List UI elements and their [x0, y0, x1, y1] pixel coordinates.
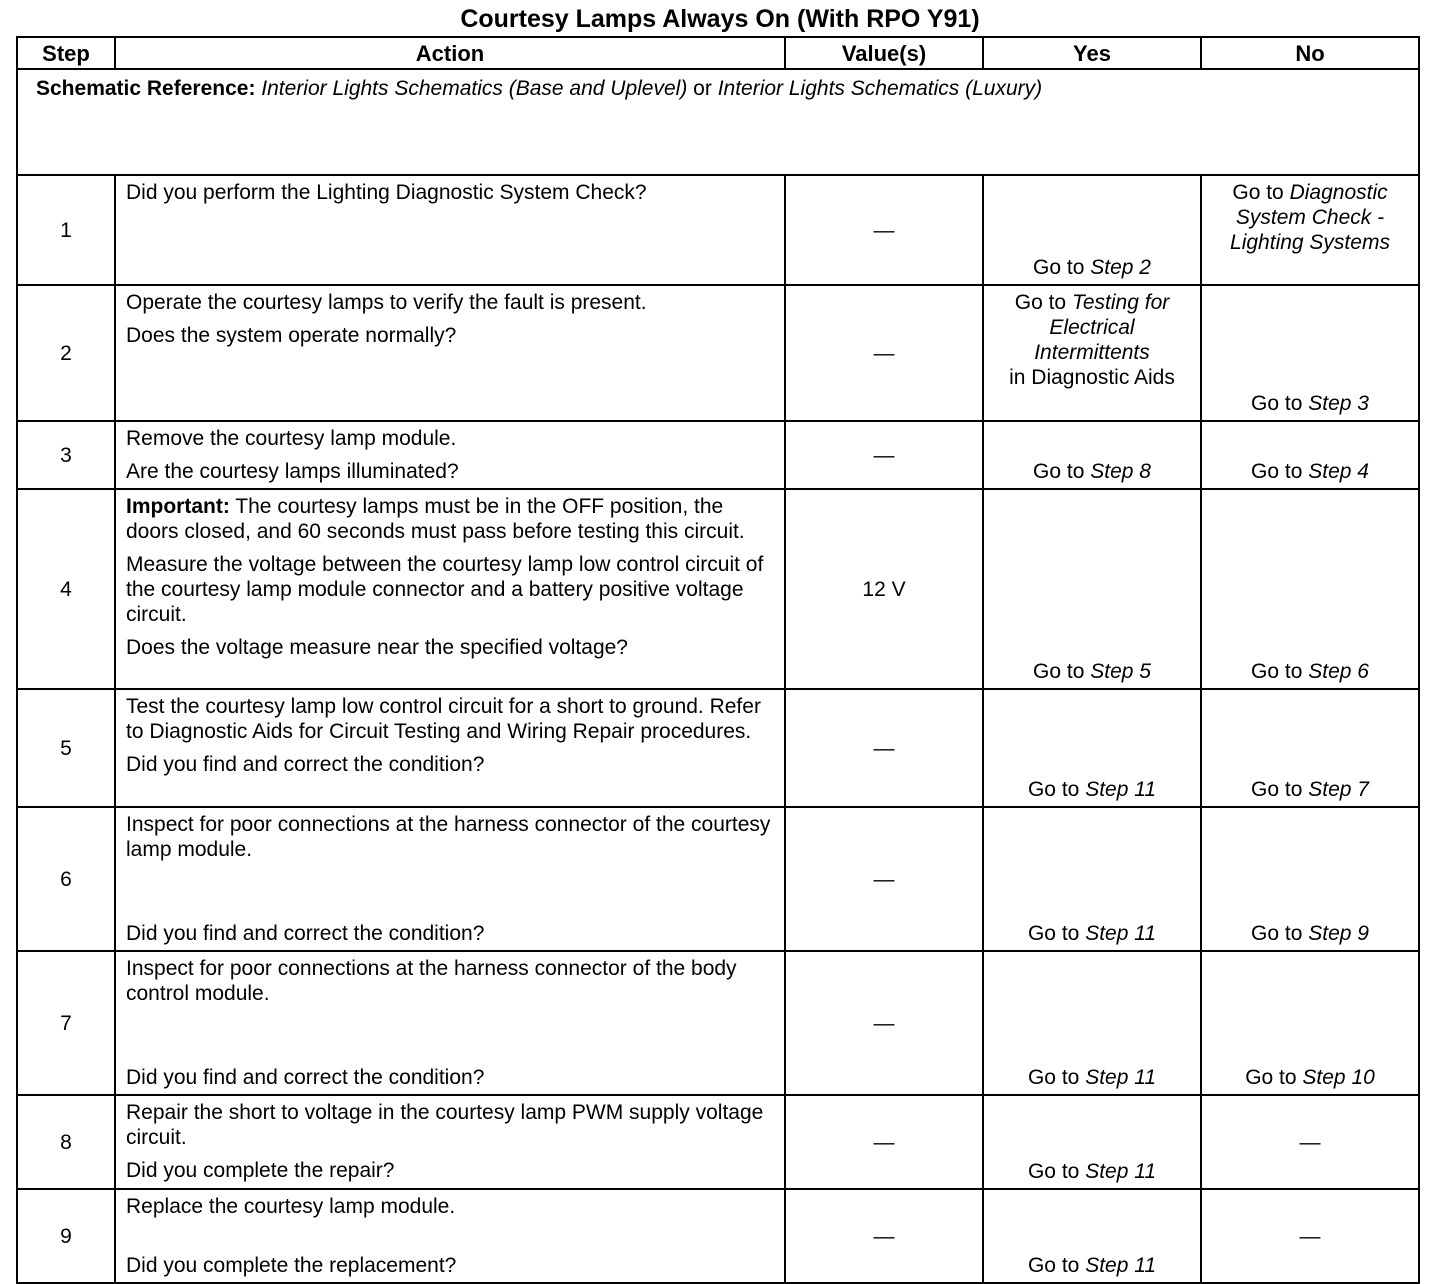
- yes-suffix: in Diagnostic Aids: [1009, 366, 1175, 389]
- yes-ref: Step 11: [1085, 1160, 1157, 1183]
- action-text: Repair the short to voltage in the courtesy lamp PWM supply voltage circuit.: [126, 1101, 764, 1149]
- yes-cell: [983, 1189, 1201, 1283]
- schematic-reference-row: [17, 69, 1419, 175]
- no-prefix: Go to: [1251, 660, 1303, 683]
- schematic-reference-or: or: [693, 77, 712, 100]
- yes-ref: Step 11: [1085, 1254, 1157, 1277]
- yes-cell: [983, 175, 1201, 285]
- action-text: Test the courtesy lamp low control circuit for a short to ground. Refer to Diagnostic Aids for Circuit Testing and Wiring Repair procedures.: [126, 695, 761, 743]
- header-row: [17, 37, 1419, 69]
- action-text: Measure the voltage between the courtesy lamp low control circuit of the courtesy lamp module connector and a battery positive voltage circuit.: [126, 553, 764, 626]
- action-cell: [115, 285, 785, 421]
- value-cell: —: [785, 1095, 983, 1189]
- action-text: Inspect for poor connections at the harness connector of the courtesy lamp module.: [126, 813, 771, 861]
- no-ref: Step 7: [1308, 778, 1369, 801]
- no-cell: [1201, 689, 1419, 807]
- no-ref: Step 6: [1308, 660, 1369, 683]
- no-cell: [1201, 285, 1419, 421]
- action-question: Are the courtesy lamps illuminated?: [126, 460, 459, 483]
- no-cell: —: [1201, 1095, 1419, 1189]
- value-cell: —: [785, 175, 983, 285]
- action-text: Operate the courtesy lamps to verify the fault is present.: [126, 291, 647, 314]
- no-ref: Step 10: [1302, 1066, 1375, 1089]
- no-ref: Diagnostic System Check - Lighting Systems: [1230, 181, 1390, 254]
- yes-prefix: Go to: [1027, 778, 1080, 801]
- schematic-reference: [17, 69, 1419, 175]
- action-cell: [115, 689, 785, 807]
- action-cell: [115, 951, 785, 1095]
- no-cell: [1201, 489, 1419, 689]
- header-step: Step: [17, 37, 115, 69]
- yes-cell: [983, 807, 1201, 951]
- important-note: [126, 494, 774, 544]
- yes-ref: Step 11: [1085, 1066, 1157, 1089]
- table-row: [17, 421, 1419, 489]
- no-prefix: Go to: [1251, 392, 1303, 415]
- action-question: Did you complete the repair?: [126, 1159, 395, 1182]
- action-cell: [115, 421, 785, 489]
- action-cell: [115, 1189, 785, 1283]
- table-row: [17, 175, 1419, 285]
- header-action: Action: [115, 37, 785, 69]
- action-cell: [115, 489, 785, 689]
- value-cell: —: [785, 1189, 983, 1283]
- step-number: 1: [17, 175, 115, 285]
- yes-prefix: Go to: [1027, 1254, 1080, 1277]
- action-question: Did you complete the replacement?: [126, 1254, 457, 1277]
- yes-ref: Step 2: [1090, 256, 1151, 279]
- no-cell: [1201, 175, 1419, 285]
- action-cell: [115, 807, 785, 951]
- no-prefix: Go to: [1245, 1066, 1297, 1089]
- yes-prefix: Go to: [1033, 256, 1085, 279]
- yes-prefix: Go to: [1033, 660, 1085, 683]
- header-yes: Yes: [983, 37, 1201, 69]
- step-number: 2: [17, 285, 115, 421]
- no-cell: [1201, 421, 1419, 489]
- action-text: Inspect for poor connections at the harness connector of the body control module.: [126, 957, 737, 1005]
- table-row: [17, 1095, 1419, 1189]
- step-number: 7: [17, 951, 115, 1095]
- yes-cell: [983, 489, 1201, 689]
- step-number: 8: [17, 1095, 115, 1189]
- yes-ref: Step 5: [1090, 660, 1151, 683]
- value-cell: —: [785, 807, 983, 951]
- value-cell: 12 V: [785, 489, 983, 689]
- yes-prefix: Go to: [1027, 1160, 1080, 1183]
- table-row: [17, 951, 1419, 1095]
- table-row: [17, 1189, 1419, 1283]
- yes-cell: [983, 689, 1201, 807]
- table-row: [17, 489, 1419, 689]
- no-cell: —: [1201, 1189, 1419, 1283]
- yes-cell: [983, 421, 1201, 489]
- yes-prefix: Go to: [1014, 291, 1067, 314]
- header-values: Value(s): [785, 37, 983, 69]
- yes-ref: Step 11: [1085, 778, 1157, 801]
- action-question: Did you find and correct the condition?: [126, 922, 485, 945]
- no-prefix: Go to: [1232, 181, 1284, 204]
- schematic-reference-label: Schematic Reference:: [36, 77, 256, 100]
- action-text: Remove the courtesy lamp module.: [126, 427, 457, 450]
- no-ref: Step 4: [1308, 460, 1369, 483]
- value-cell: —: [785, 285, 983, 421]
- step-number: 3: [17, 421, 115, 489]
- table-row: [17, 689, 1419, 807]
- action-text: Replace the courtesy lamp module.: [126, 1195, 456, 1218]
- schematic-reference-2: Interior Lights Schematics (Luxury): [717, 77, 1043, 100]
- table-row: [17, 285, 1419, 421]
- no-ref: Step 3: [1308, 392, 1369, 415]
- yes-ref: Step 8: [1090, 460, 1151, 483]
- action-question: Did you find and correct the condition?: [126, 1066, 485, 1089]
- action-text: Did you perform the Lighting Diagnostic System Check?: [126, 181, 647, 204]
- action-cell: [115, 175, 785, 285]
- no-prefix: Go to: [1251, 778, 1303, 801]
- no-ref: Step 9: [1308, 922, 1369, 945]
- step-number: 5: [17, 689, 115, 807]
- no-cell: [1201, 951, 1419, 1095]
- action-question: Does the voltage measure near the specified voltage?: [126, 636, 628, 659]
- value-cell: —: [785, 421, 983, 489]
- yes-prefix: Go to: [1027, 1066, 1080, 1089]
- yes-ref: Step 11: [1085, 922, 1157, 945]
- diagnostic-table: [16, 36, 1420, 1284]
- value-cell: —: [785, 951, 983, 1095]
- value-cell: —: [785, 689, 983, 807]
- no-prefix: Go to: [1251, 460, 1303, 483]
- no-cell: [1201, 807, 1419, 951]
- yes-cell: [983, 285, 1201, 421]
- yes-prefix: Go to: [1033, 460, 1085, 483]
- step-number: 4: [17, 489, 115, 689]
- important-label: Important:: [126, 495, 230, 518]
- header-no: No: [1201, 37, 1419, 69]
- action-question: Did you find and correct the condition?: [126, 753, 485, 776]
- schematic-reference-1: Interior Lights Schematics (Base and Uplevel): [261, 77, 688, 100]
- action-cell: [115, 1095, 785, 1189]
- yes-ref: Testing for Electrical Intermittents: [1034, 291, 1170, 364]
- yes-cell: [983, 951, 1201, 1095]
- yes-prefix: Go to: [1027, 922, 1080, 945]
- yes-cell: [983, 1095, 1201, 1189]
- no-prefix: Go to: [1251, 922, 1303, 945]
- step-number: 9: [17, 1189, 115, 1283]
- table-row: [17, 807, 1419, 951]
- step-number: 6: [17, 807, 115, 951]
- action-question: Does the system operate normally?: [126, 324, 457, 347]
- important-text: The courtesy lamps must be in the OFF position, the doors closed, and 60 seconds must pass before testing this circuit.: [126, 495, 745, 543]
- document-title: Courtesy Lamps Always On (With RPO Y91): [460, 5, 980, 33]
